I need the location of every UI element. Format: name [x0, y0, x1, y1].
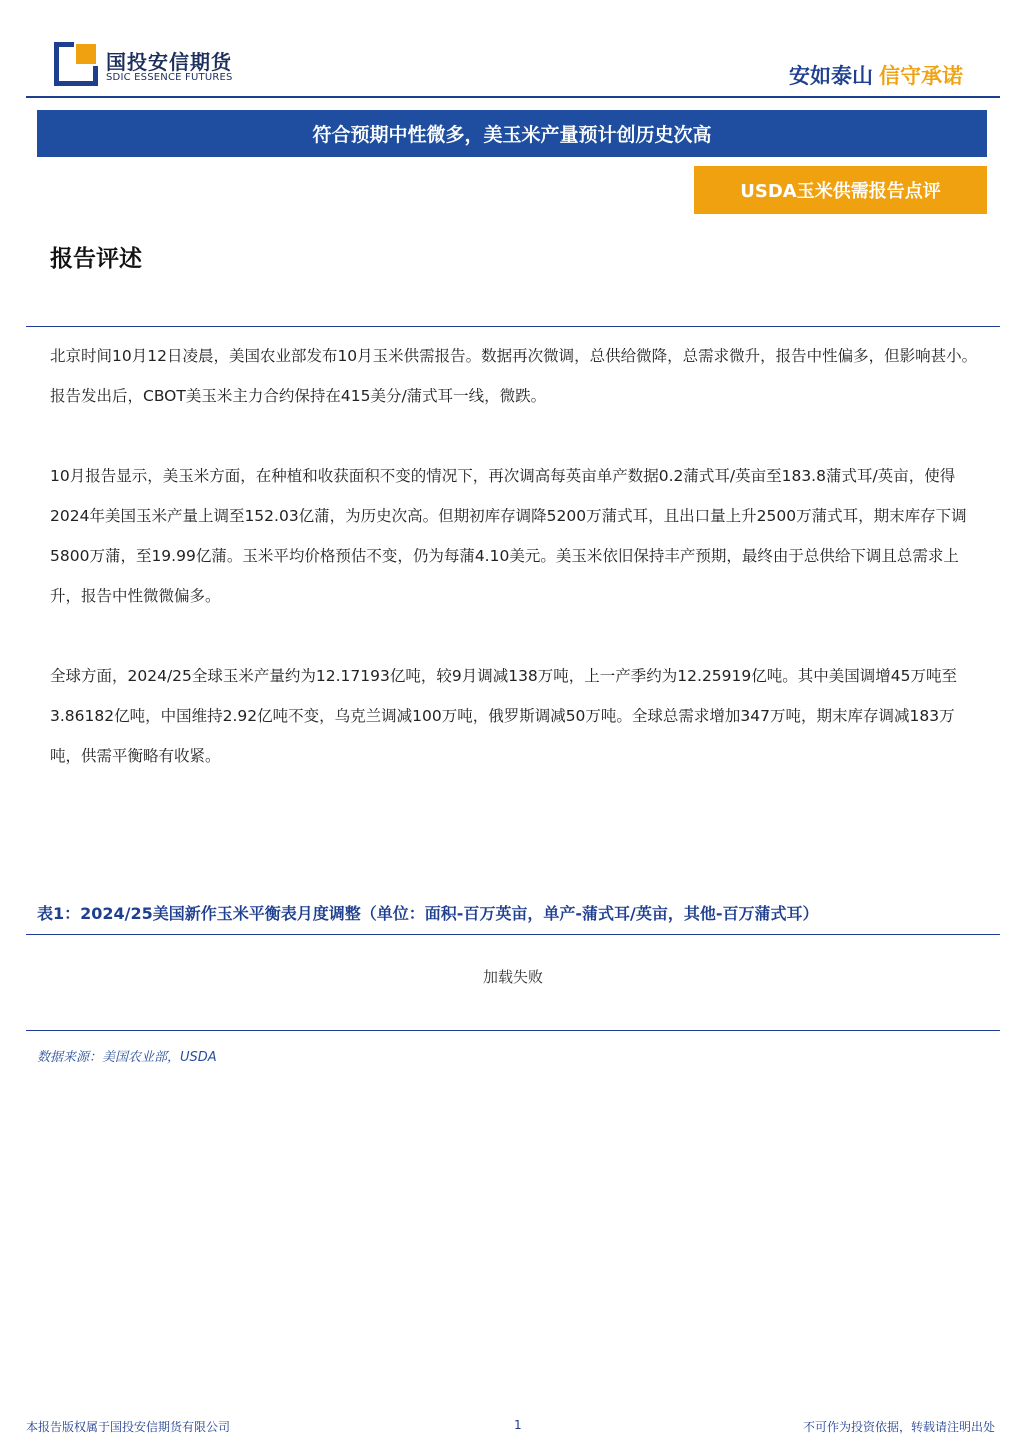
data-source-note: 数据来源：美国农业部，USDA: [37, 1050, 217, 1065]
report-type-badge: USDA玉米供需报告点评: [694, 166, 987, 214]
report-title: 符合预期中性微多，美玉米产量预计创历史次高: [37, 110, 987, 157]
paragraph: 全球方面，2024/25全球玉米产量约为12.17193亿吨，较9月调减138万吨，上一产季约为12.25919亿吨。其中美国调增45万吨至3.86182亿吨，中国维持2.92亿吨不变，乌克兰调减100万吨，俄罗斯调减50万吨。全球总需求增加347万吨，期末库存调减183万吨，供需平衡略有收紧。: [50, 667, 957, 765]
company-logo-icon: [54, 42, 98, 86]
section-heading: 报告评述: [50, 246, 142, 272]
header-divider: [26, 96, 1000, 98]
company-name-en: SDIC ESSENCE FUTURES: [106, 72, 233, 83]
paragraph: 北京时间10月12日凌晨，美国农业部发布10月玉米供需报告。数据再次微调，总供给微降，总需求微升，报告中性偏多，但影响甚小。报告发出后，CBOT美玉米主力合约保持在415美分/蒲式耳一线，微跌。: [50, 347, 978, 405]
table-top-rule: [26, 934, 1000, 935]
footer-disclaimer: 不可作为投资依据，转载请注明出处: [802, 1420, 995, 1434]
slogan: [789, 60, 963, 90]
footer-copyright: 本报告版权属于国投安信期货有限公司: [26, 1420, 231, 1434]
table-bottom-rule: [26, 1030, 1000, 1031]
slogan-part1: 安如泰山: [789, 64, 873, 88]
paragraph: 10月报告显示，美玉米方面，在种植和收获面积不变的情况下，再次调高每英亩单产数据0.2蒲式耳/英亩至183.8蒲式耳/英亩，使得2024年美国玉米产量上调至152.03亿蒲，为历史次高。但期初库存调降5200万蒲式耳，且出口量上升2500万蒲式耳，期末库存下调5800万蒲，至19.99亿蒲。玉米平均价格预估不变，仍为每蒲4.10美元。美玉米依旧保持丰产预期，最终由于总供给下调且总需求上升，报告中性微微偏多。: [50, 467, 967, 605]
slogan-part2: 信守承诺: [879, 64, 963, 88]
page-number: 1: [514, 1418, 522, 1432]
table-caption: 表1：2024/25美国新作玉米平衡表月度调整（单位：面积-百万英亩，单产-蒲式耳/英亩，其他-百万蒲式耳）: [37, 904, 819, 923]
report-body: [50, 336, 978, 816]
section-divider: [26, 326, 1000, 327]
table-load-failed-text: 加载失败: [482, 968, 543, 986]
company-name-cn: 国投安信期货: [106, 50, 232, 74]
